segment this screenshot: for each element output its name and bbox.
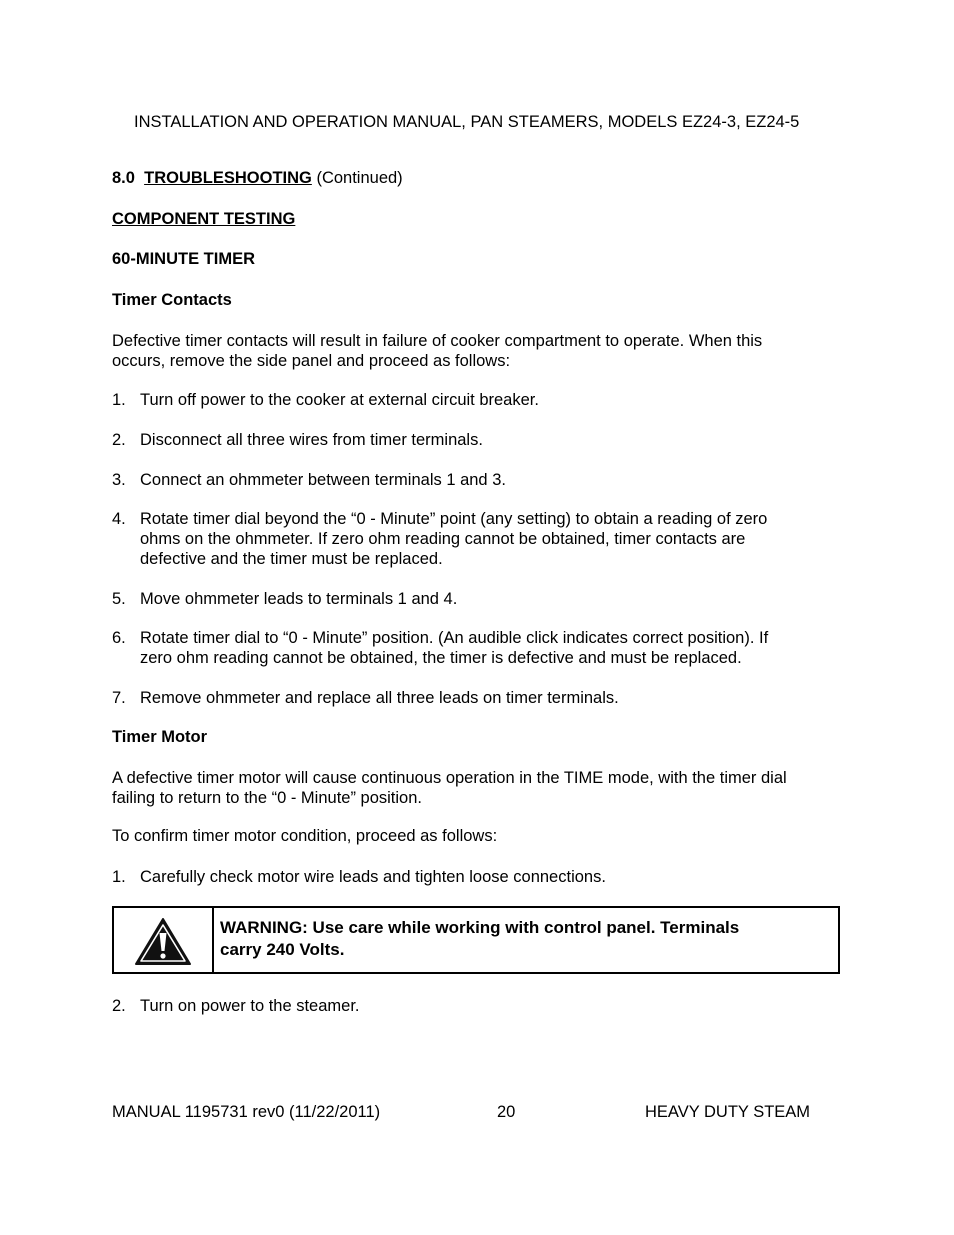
warning-line: WARNING: Use care while working with control panel. Terminals: [220, 918, 740, 937]
footer-page-number: 20: [497, 1103, 516, 1121]
intro-line: failing to return to the “0 - Minute” position.: [112, 789, 422, 807]
step-text: [140, 628, 830, 668]
timer-motor-intro: [112, 768, 832, 808]
step-number: 7.: [112, 689, 126, 707]
step-line: Rotate timer dial to “0 - Minute” position. (An audible click indicates correct position). If: [140, 629, 769, 647]
step-text: [140, 688, 830, 708]
step-text: Carefully check motor wire leads and tighten loose connections.: [140, 868, 606, 886]
timer-contacts-heading: Timer Contacts: [112, 291, 232, 309]
section-suffix: (Continued): [316, 169, 403, 187]
step-number: 6.: [112, 629, 126, 647]
step-line: ohms on the ohmmeter. If zero ohm reading cannot be obtained, timer contacts are: [140, 530, 746, 548]
step-line: Connect an ohmmeter between terminals 1 and 3.: [140, 471, 506, 489]
step-number: 2.: [112, 431, 126, 449]
step-line: Disconnect all three wires from timer terminals.: [140, 431, 483, 449]
step-number: 2.: [112, 997, 126, 1015]
step-line: zero ohm reading cannot be obtained, the timer is defective and must be replaced.: [140, 649, 742, 667]
step-line: Move ohmmeter leads to terminals 1 and 4.: [140, 590, 458, 608]
timer-contacts-intro: [112, 331, 832, 371]
warning-box: [112, 906, 840, 974]
step-text: Turn on power to the steamer.: [140, 997, 360, 1015]
step-text: [140, 589, 830, 609]
warning-triangle-icon: [133, 917, 193, 967]
section-number: 8.0: [112, 169, 135, 187]
intro-line: occurs, remove the side panel and proceed as follows:: [112, 352, 511, 370]
step-text: [140, 470, 830, 490]
timer-motor-heading: Timer Motor: [112, 728, 208, 746]
step-text: [140, 430, 830, 450]
warning-line: carry 240 Volts.: [220, 940, 345, 959]
section-title: TROUBLESHOOTING: [144, 169, 312, 187]
step-line: Rotate timer dial beyond the “0 - Minute” point (any setting) to obtain a reading of zero: [140, 510, 768, 528]
step-line: defective and the timer must be replaced.: [140, 550, 443, 568]
step-number: 1.: [112, 868, 126, 886]
step-text: [140, 390, 830, 410]
component-testing-heading: COMPONENT TESTING: [112, 210, 296, 228]
footer-manual: MANUAL 1195731 rev0 (11/22/2011): [112, 1103, 381, 1121]
step-number: 5.: [112, 590, 126, 608]
step-text: [140, 509, 830, 569]
step-line: Remove ohmmeter and replace all three leads on timer terminals.: [140, 689, 619, 707]
intro-line: A defective timer motor will cause continuous operation in the TIME mode, with the timer dial: [112, 769, 787, 787]
step-line: Turn off power to the cooker at external circuit breaker.: [140, 391, 539, 409]
step-number: 1.: [112, 391, 126, 409]
step-number: 3.: [112, 471, 126, 489]
warning-message: [220, 917, 820, 961]
timer-heading: 60-MINUTE TIMER: [112, 250, 256, 268]
confirm-text: To confirm timer motor condition, proceed as follows:: [112, 827, 498, 845]
document-header: INSTALLATION AND OPERATION MANUAL, PAN STEAMERS, MODELS EZ24-3, EZ24-5: [134, 113, 800, 131]
warning-icon-cell: [114, 908, 214, 972]
footer-brand: HEAVY DUTY STEAM: [645, 1103, 811, 1121]
step-number: 4.: [112, 510, 126, 528]
intro-line: Defective timer contacts will result in failure of cooker compartment to operate. When this: [112, 332, 763, 350]
section-heading: [112, 169, 403, 188]
